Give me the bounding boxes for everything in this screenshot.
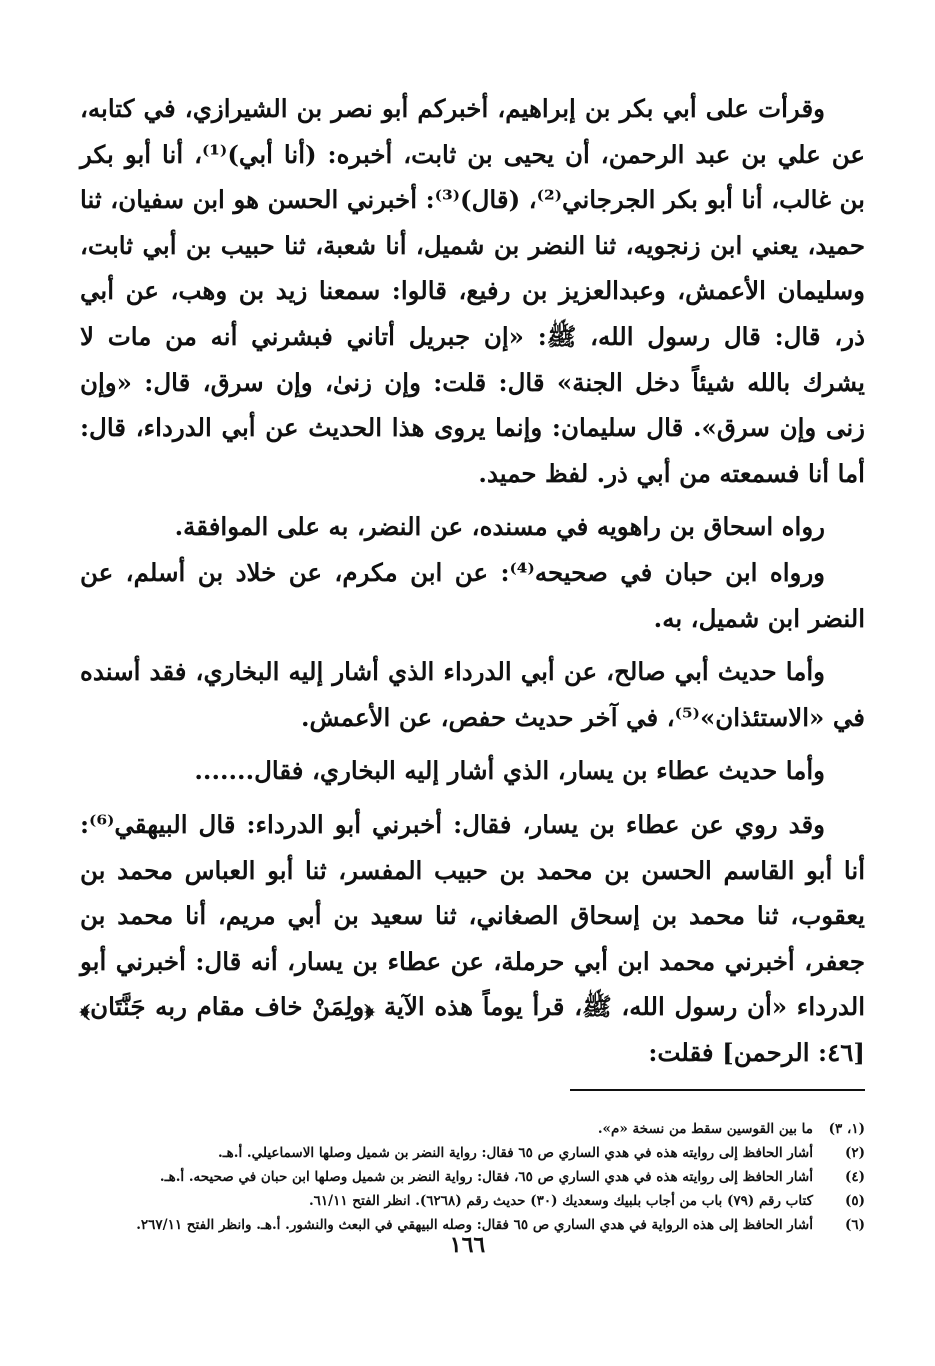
page-content [80, 86, 865, 1237]
page-number: ١٦٦ [449, 1232, 486, 1258]
footnote-item [80, 1141, 865, 1165]
paragraph-3: ورواه ابن حبان في صحيحه⁽⁴⁾: عن ابن مكرم، عن خلاد بن أسلم، عن النضر ابن شميل، به. [80, 557, 865, 633]
paragraph-5: وأما حديث عطاء بن يسار، الذي أشار إليه البخاري، فقال....... [194, 756, 825, 786]
footnote-text: كتاب رقم (٧٩) باب من أجاب بلبيك وسعديك (٣٠) حديث رقم (٦٢٦٨). انظر الفتح ٦١/١١. [308, 1193, 813, 1210]
footnote-number: (٤) [844, 1169, 865, 1186]
main-text [80, 86, 865, 1075]
footnotes [80, 1117, 865, 1237]
footnote-number: (٥) [844, 1193, 865, 1210]
footnote-item [80, 1165, 865, 1189]
footnote-item [80, 1117, 865, 1141]
footnote-number: (١، ٣) [828, 1121, 865, 1138]
paragraph-2: رواه اسحاق بن راهويه في مسنده، عن النضر، به على الموافقة. [174, 512, 825, 542]
footnote-text: أشار الحافظ إلى هذه الرواية في هدي الساري ص ٦٥ فقال: وصله البيهقي في البعث والنشور. أ.هـ. وانظر الفتح ٢٦٧/١١. [136, 1217, 813, 1234]
footnote-divider [570, 1089, 865, 1091]
footnote-item [80, 1189, 865, 1213]
footnote-number: (٦) [844, 1217, 865, 1234]
paragraph-4: وأما حديث أبي صالح، عن أبي الدرداء الذي أشار إليه البخاري، فقد أسنده في «الاستئذان»⁽⁵⁾، في آخر حديث حفص، عن الأعمش. [80, 657, 865, 732]
footnote-text: أشار الحافظ إلى روايته هذه في هدي الساري ص ٦٥، فقال: رواية النضر بن شميل وصلها ابن حبان في صحيحه. أ.هـ. [159, 1169, 813, 1186]
paragraph-1: وقرأت على أبي بكر بن إبراهيم، أخبركم أبو نصر بن الشيرازي، في كتابه، عن علي بن عبد الرحمن، أن يحيى بن ثابت، أخبره: (أنا أبي)⁽¹⁾، أنا أبو بكر بن غالب، أنا أبو بكر الجرجاني⁽²⁾، (قال)⁽³⁾: أخبرني الحسن هو ابن سفيان، ثنا حميد، يعني ابن زنجويه، ثنا النضر بن شميل، أنا شعبة، ثنا حبيب بن أبي ثابت، وسليمان الأعمش، وعبدالعزيز بن رفيع، قالوا: سمعنا زيد بن وهب، عن أبي ذر، قال: قال رسول الله، ﷺ: «إن جبريل أتاني فبشرني أنه من مات لا يشرك بالله شيئاً دخل الجنة» قال: قلت: وإن زنىٰ، وإن سرق، قال: «وإن زنى وإن سرق». قال سليمان: وإنما يروى هذا الحديث عن أبي الدرداء، قال: أما أنا فسمعته من أبي ذر. لفظ حميد. [80, 94, 865, 488]
footnote-text: أشار الحافظ إلى روايته هذه في هدي الساري ص ٦٥ فقال: رواية النضر بن شميل وصلها الاسماعيلي. أ.هـ. [218, 1145, 813, 1162]
footnote-text: ما بين القوسين سقط من نسخة «م». [597, 1121, 813, 1138]
paragraph-6: وقد روي عن عطاء بن يسار، فقال: أخبرني أبو الدرداء: قال البيهقي⁽⁶⁾: أنا أبو القاسم الحسن بن محمد بن حبيب المفسر، ثنا أبو العباس محمد بن يعقوب، ثنا محمد بن إسحاق الصغاني، ثنا سعيد بن أبي مريم، أنا محمد بن جعفر، أخبرني محمد ابن أبي حرملة، عن عطاء بن يسار، أنه قال: أخبرني أبو الدرداء «أن رسول الله، ﷺ، قرأ يوماً هذه الآية ﴿ولِمَنْ خاف مقام ربه جَنَّتَان﴾ [٤٦: الرحمن] فقلت: [80, 809, 865, 1067]
footnote-number: (٢) [844, 1145, 865, 1162]
